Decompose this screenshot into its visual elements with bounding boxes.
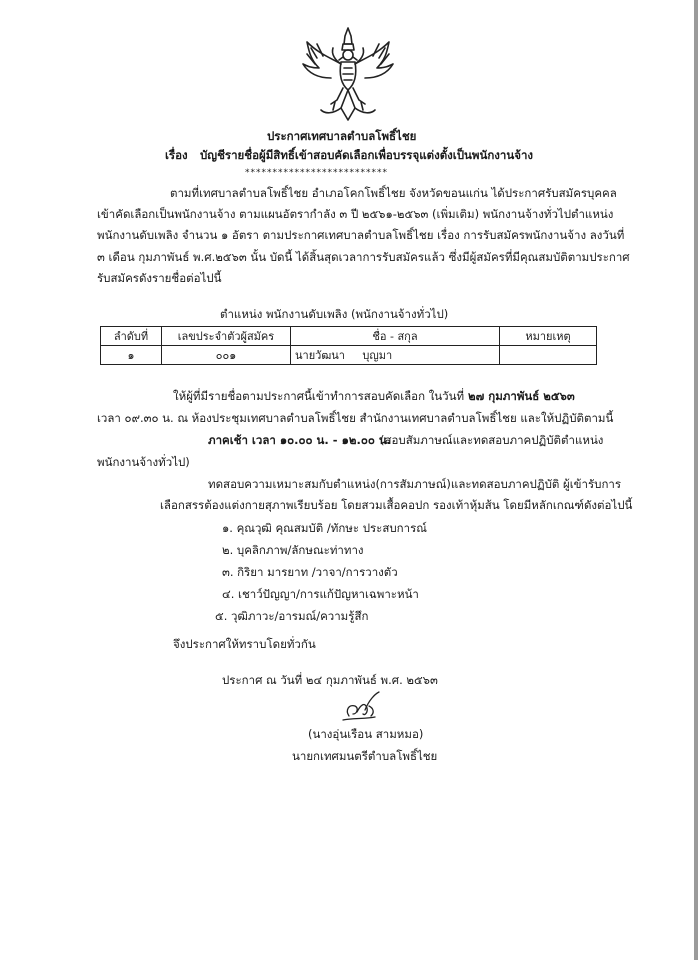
criteria-item: ๔. เชาว์ปัญญา/การแก้ปัญหาเฉพาะหน้า: [222, 587, 419, 601]
intro-line-2: เข้าคัดเลือกเป็นพนักงานจ้าง ตามแผนอัตรากำลัง ๓ ปี ๒๕๖๑-๒๕๖๓ (เพิ่มเติม) พนักงานจ้างทั่วไปตำแหน่ง: [97, 207, 614, 221]
intro-line-5: รับสมัครดังรายชื่อต่อไปนี้: [97, 271, 222, 285]
table-cell: [500, 346, 597, 365]
test-desc-line-2: เลือกสรรต้องแต่งกายสุภาพเรียบร้อย โดยสวมเสื้อคอปก รองเท้าหุ้มส้น โดยมีหลักเกณฑ์ดังต่อไปนี้: [160, 498, 633, 512]
criteria-item: ๓. กิริยา มารยาท /วาจา/การวางตัว: [222, 565, 398, 579]
intro-line-1: ตามที่เทศบาลตำบลโพธิ์ไชย อำเภอโคกโพธิ์ไชย จังหวัดขอนแก่น ได้ประกาศรับสมัครบุคคล: [170, 186, 617, 200]
criteria-item: ๕. วุฒิภาวะ/อารมณ์/ความรู้สึก: [215, 609, 369, 623]
criteria-item: ๑. คุณวุฒิ คุณสมบัติ /ทักษะ ประสบการณ์: [222, 521, 427, 535]
exam-time: ภาคเช้า เวลา ๑๐.๐๐ น. - ๑๒.๐๐ น.: [208, 433, 392, 447]
closing-text: จึงประกาศให้ทราบโดยทั่วกัน: [173, 637, 316, 651]
column-header: ลำดับที่: [101, 327, 162, 346]
signature: [335, 690, 385, 724]
intro-line-4: ๓ เดือน กุมภาพันธ์ พ.ศ.๒๕๖๓ นั้น บัดนี้ ได้สิ้นสุดเวลาการรับสมัครแล้ว ซึ่งมีผู้สมัครที่มีคุณสมบัติตามประกาศ: [97, 250, 630, 264]
subject-label: เรื่อง: [165, 148, 188, 162]
table-cell: ๑: [101, 346, 162, 365]
table-cell: ๐๐๑: [162, 346, 291, 365]
intro-line-3: พนักงานดับเพลิง จำนวน ๑ อัตรา ตามประกาศเทศบาลตำบลโพธิ์ไชย เรื่อง การรับสมัครพนักงานจ้าง ลงวันที่: [97, 228, 625, 242]
table-header-row: [101, 327, 597, 346]
scan-edge: [694, 0, 698, 960]
exam-date: ๒๗ กุมภาพันธ์ ๒๕๖๓: [468, 389, 575, 403]
column-header: ชื่อ - สกุล: [291, 327, 500, 346]
garuda-emblem-icon: [297, 24, 399, 124]
table-cell: นายวัฒนา บุญมา: [291, 346, 500, 365]
exam-line-3: (สอบสัมภาษณ์และทดสอบภาคปฏิบัติตำแหน่ง: [380, 433, 604, 447]
page-title: ประกาศเทศบาลตำบลโพธิ์ไชย: [267, 129, 417, 143]
exam-line-1: ให้ผู้ที่มีรายชื่อตามประกาศนี้เข้าทำการสอบคัดเลือก ในวันที่: [173, 389, 465, 403]
test-desc-line-1: ทดสอบความเหมาะสมกับตำแหน่ง(การสัมภาษณ์)และทดสอบภาคปฏิบัติ ผู้เข้ารับการ: [208, 477, 622, 491]
exam-line-2: เวลา ๐๙.๓๐ น. ณ ห้องประชุมเทศบาลตำบลโพธิ์ไชย สำนักงานเทศบาลตำบลโพธิ์ไชย และให้ปฏิบัติตามนี้: [97, 411, 614, 425]
column-header: เลขประจำตัวผู้สมัคร: [162, 327, 291, 346]
criteria-item: ๒. บุคลิกภาพ/ลักษณะท่าทาง: [222, 543, 364, 557]
announce-date: ประกาศ ณ วันที่ ๒๔ กุมภาพันธ์ พ.ศ. ๒๕๖๓: [222, 673, 438, 687]
signer-name: (นางอุ่นเรือน สามหมอ): [308, 727, 424, 741]
signer-title: นายกเทศมนตรีตำบลโพธิ์ไชย: [292, 749, 438, 763]
table-row: [101, 346, 597, 365]
position-title: ตำแหน่ง พนักงานดับเพลิง (พนักงานจ้างทั่วไป): [220, 307, 449, 321]
column-header: หมายเหตุ: [500, 327, 597, 346]
header-divider: **************************: [245, 168, 388, 178]
subject-text: บัญชีรายชื่อผู้มีสิทธิ์เข้าสอบคัดเลือกเพื่อบรรจุแต่งตั้งเป็นพนักงานจ้าง: [200, 148, 534, 162]
exam-line-4: พนักงานจ้างทั่วไป): [97, 455, 190, 469]
applicant-table: [100, 326, 597, 365]
